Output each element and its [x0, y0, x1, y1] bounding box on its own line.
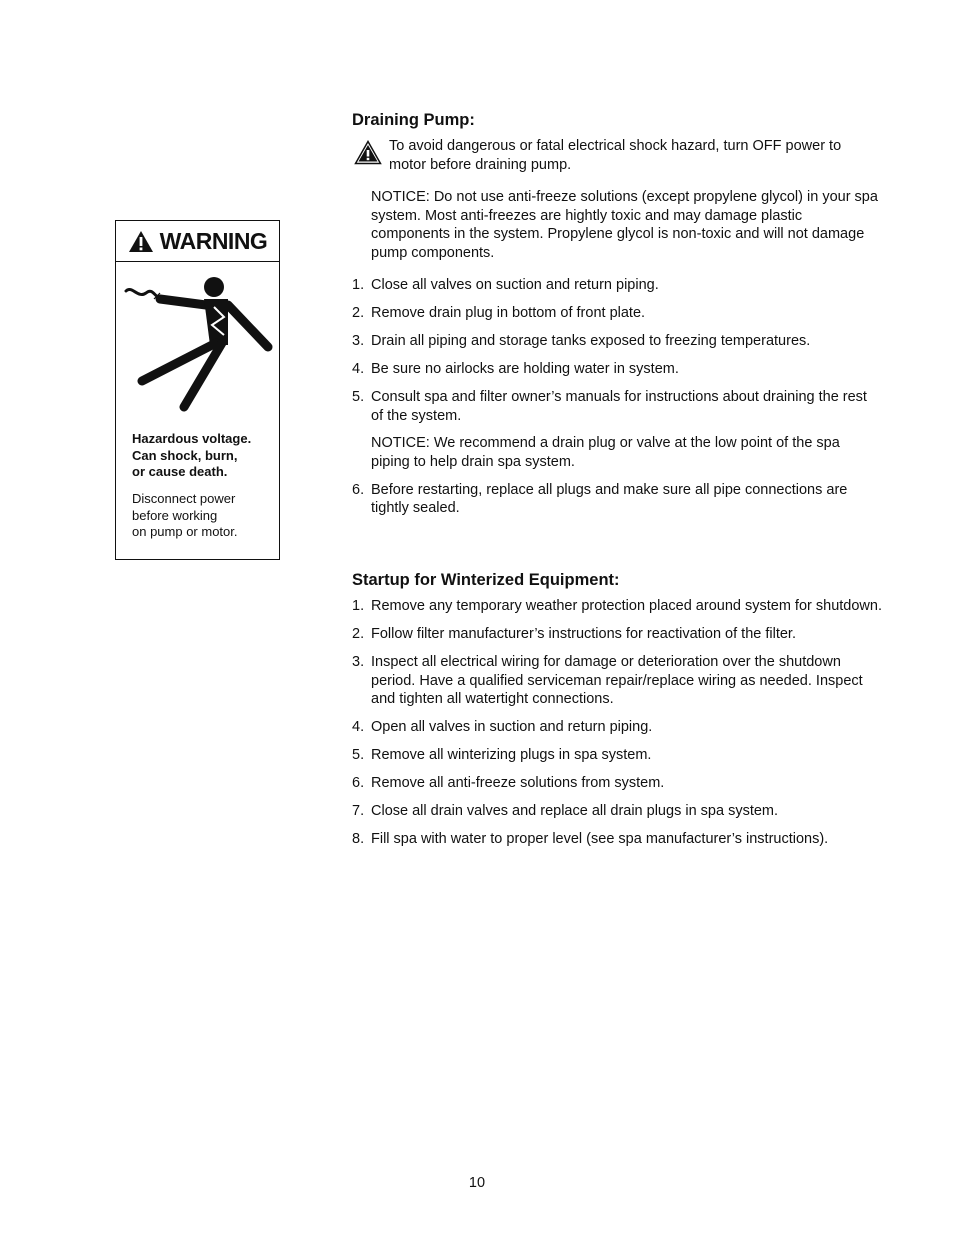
antifreeze-notice: NOTICE: Do not use anti-freeze solutions (except propylene glycol) in your spa system. Most anti-freezes are hightly toxic and may damage plastic components in the system. Propylene glycol is non-toxic and will not damage pump components. [371, 189, 878, 261]
list-item: 3. Drain all piping and storage tanks exposed to freezing temperatures. [352, 333, 811, 349]
list-item: 6. Remove all anti-freeze solutions from system. [352, 775, 665, 791]
list-item: 2. Follow filter manufacturer’s instructions for reactivation of the filter. [352, 626, 796, 642]
shock-caution: To avoid dangerous or fatal electrical shock hazard, turn OFF power to motor before draining pump. [352, 137, 882, 174]
list-item: 7. Close all drain valves and replace all drain plugs in spa system. [352, 803, 779, 819]
draining-heading: Draining Pump: [352, 111, 475, 129]
draining-section [352, 110, 882, 527]
warning-label [115, 220, 280, 560]
list-item: 4. Be sure no airlocks are holding water in system. [352, 361, 679, 377]
list-item: 1. Close all valves on suction and return piping. [352, 277, 659, 293]
list-item: 1. Remove any temporary weather protection placed around system for shutdown. [352, 598, 882, 614]
startup-section [352, 570, 882, 858]
list-item: 3. Inspect all electrical wiring for damage or deterioration over the shutdown period. Have a qualified serviceman repair/replace wiring as needed. Inspect and tighten all watertight connections. [352, 654, 863, 707]
list-item: 5. Remove all winterizing plugs in spa system. [352, 747, 652, 763]
electric-shock-icon [124, 273, 274, 413]
startup-heading: Startup for Winterized Equipment: [352, 571, 620, 589]
list-item: 6. Before restarting, replace all plugs and make sure all pipe connections are tightly sealed. [352, 481, 848, 516]
list-item: 8. Fill spa with water to proper level (see spa manufacturer’s instructions). [352, 831, 829, 847]
list-item: 2. Remove drain plug in bottom of front plate. [352, 305, 646, 321]
startup-steps [352, 597, 882, 849]
caution-triangle-icon [354, 140, 382, 165]
hazard-statement: Hazardous voltage. Can shock, burn, or cause death. [132, 431, 252, 479]
draining-steps [352, 276, 882, 518]
drain-plug-notice: NOTICE: We recommend a drain plug or valve at the low point of the spa piping to help drain spa system. [371, 435, 840, 470]
hazard-instruction: Disconnect power before working on pump or motor. [132, 491, 238, 539]
list-item: 5. Consult spa and filter owner’s manuals for instructions about draining the rest of the system. NOTICE: We recommend a drain plug or valve at the low point of the spa piping to help drain spa system. [352, 388, 882, 471]
page-number: 10 [468, 1175, 486, 1191]
warning-header [116, 221, 279, 262]
warning-triangle-icon [128, 230, 154, 253]
warning-title: WARNING [159, 227, 268, 254]
list-item: 4. Open all valves in suction and return piping. [352, 719, 653, 735]
